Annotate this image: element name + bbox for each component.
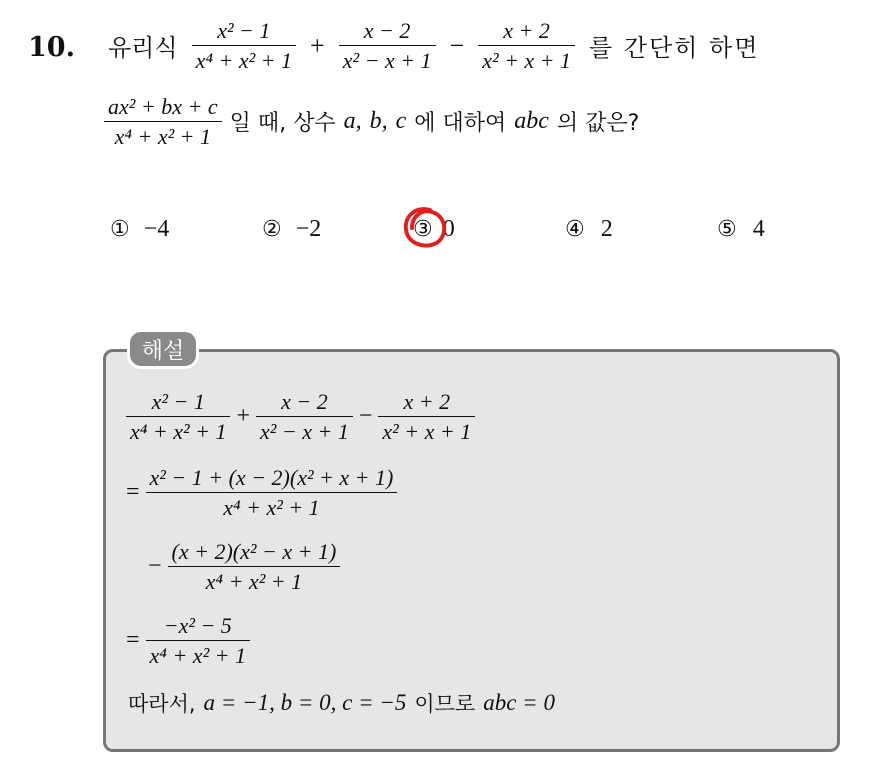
minus-operator: − [449,30,465,60]
result-fraction [104,94,222,150]
sol-frac-3-den: x² + x + 1 [382,419,472,445]
solution-conclusion [128,688,555,718]
result-denominator: x⁴ + x² + 1 [114,124,212,150]
sol-conclusion-result: abc = 0 [483,690,555,715]
solution-line-2 [126,465,397,521]
fraction-1-denominator: x⁴ + x² + 1 [195,48,293,74]
sol-conclusion-values: a = −1, b = 0, c = −5 [203,690,407,715]
sol-frac-6-num: −x² − 5 [163,613,232,638]
result-numerator: ax² + bx + c [108,94,218,119]
problem-tail-4: 의 값은? [556,111,640,137]
fraction-2 [339,18,436,74]
sol-eq-1: = [126,479,140,506]
problem-line-2 [104,94,639,150]
sol-frac-4-num: x² − 1 + (x − 2)(x² + x + 1) [149,465,394,490]
sol-frac-2-den: x² − x + 1 [260,419,349,445]
sol-minus-2: − [148,553,162,580]
sol-eq-2: = [126,627,140,654]
solution-line-3 [148,539,340,595]
var-c: c [395,108,407,135]
choice-1-mark: ① [110,217,130,242]
choice-3-value: 0 [442,216,455,242]
sol-conclusion-mid: 이므로 [414,692,476,716]
fraction-3 [478,18,575,74]
sol-frac-5-den: x⁴ + x² + 1 [205,569,303,595]
choice-4-value: 2 [600,216,613,242]
sol-frac-3 [378,389,475,445]
var-a: a, [343,108,362,135]
problem-lead-text: 유리식 [108,34,178,63]
sol-frac-1-num: x² − 1 [151,389,205,414]
answer-circle-annotation [400,204,452,252]
sol-frac-4-den: x⁴ + x² + 1 [223,495,320,521]
choice-3-mark: ③ [413,217,433,242]
sol-frac-2 [256,389,353,445]
choice-1[interactable] [110,216,169,243]
choice-5-value: 4 [752,216,765,242]
problem-number: 10. [28,32,75,63]
choice-4-mark: ④ [565,217,585,242]
sol-frac-1 [126,389,230,445]
fraction-2-numerator: x − 2 [363,18,411,43]
sol-frac-6-den: x⁴ + x² + 1 [149,643,247,669]
choice-2-mark: ② [262,217,282,242]
problem-tail-2: 일 때, 상수 [229,111,336,137]
choice-5[interactable] [717,216,765,243]
solution-line-1 [126,389,475,445]
fraction-2-denominator: x² − x + 1 [342,48,432,74]
var-abc: abc [514,108,549,135]
fraction-1-numerator: x² − 1 [217,18,271,43]
sol-frac-5-num: (x + 2)(x² − x + 1) [171,539,337,564]
choice-5-mark: ⑤ [717,217,737,242]
sol-frac-4 [146,465,398,521]
plus-operator: + [310,30,325,60]
var-b: b, [369,108,388,135]
sol-frac-6 [146,613,250,669]
sol-frac-1-den: x⁴ + x² + 1 [130,419,227,445]
sol-minus: − [358,403,373,430]
solution-line-4 [126,613,250,669]
choice-2-value: −2 [295,216,322,242]
problem-tail-3: 에 대하여 [414,111,507,137]
problem-tail-1: 를 간단히 하면 [589,34,760,63]
choice-4[interactable] [565,216,613,243]
sol-conclusion-lead: 따라서, [128,692,196,716]
choice-2[interactable] [262,216,321,243]
sol-frac-5 [168,539,341,595]
problem-line-1 [108,18,759,74]
fraction-1 [192,18,296,74]
fraction-3-denominator: x² + x + 1 [482,48,572,74]
choice-1-value: −4 [143,216,170,242]
fraction-3-numerator: x + 2 [503,18,550,43]
solution-tab-label: 해설 [127,329,199,369]
sol-frac-2-num: x − 2 [281,389,328,414]
sol-plus: + [236,403,251,430]
sol-frac-3-num: x + 2 [403,389,451,414]
